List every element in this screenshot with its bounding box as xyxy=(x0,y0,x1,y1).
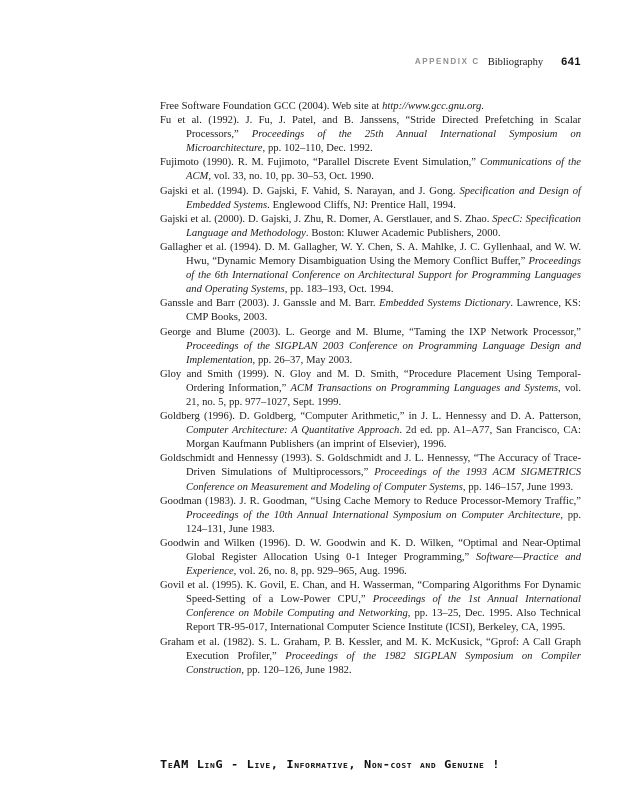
reference-text: , pp. 102–110, Dec. 1992. xyxy=(262,143,373,155)
reference-text: Ganssle and Barr (2003). J. Ganssle and M. Barr. xyxy=(160,298,380,310)
reference-title-italic: Computer Architecture: A Quantitative Approach xyxy=(186,425,400,437)
reference-text: . Lawrence, KS: CMP Books, 2003. xyxy=(186,298,582,324)
reference-text: , vol. 26, no. 8, pp. 929–965, Aug. 1996. xyxy=(233,566,407,578)
bibliography-list xyxy=(160,100,581,678)
reference-title-italic: Proceedings of the 1982 SIGPLAN Symposium on Compiler Construction xyxy=(186,650,581,676)
reference-text: , pp. 13–25, Dec. 1995. Also Technical Report TR-95-017, International Computer Science Institute (ICSI), Berkeley, CA, 1995. xyxy=(186,608,581,634)
reference-text: . Boston: Kluwer Academic Publishers, 2000. xyxy=(305,227,501,239)
reference-text: Gajski et al. (2000). D. Gajski, J. Zhu, R. Domer, A. Gerstlauer, and S. Zhao. xyxy=(160,213,493,225)
reference-entry xyxy=(160,156,581,184)
reference-title-italic: Proceedings of the SIGPLAN 2003 Conference on Programming Language Design and Implementation xyxy=(186,340,581,366)
reference-title-italic: Specification and Design of Embedded Systems xyxy=(186,185,581,211)
reference-text: Fujimoto (1990). R. M. Fujimoto, “Parallel Discrete Event Simulation,” xyxy=(160,157,480,169)
reference-title-italic: Proceedings of the 6th International Conference on Architectural Support for Programming Languages and Operating Systems xyxy=(186,256,581,296)
reference-text: , pp. 146–157, June 1993. xyxy=(462,481,574,493)
reference-title-italic: Embedded Systems Dictionary xyxy=(379,298,511,310)
reference-text: , vol. 33, no. 10, pp. 30–53, Oct. 1990. xyxy=(208,171,374,183)
page-number: 641 xyxy=(561,56,581,68)
reference-title-italic: ACM Transactions on Programming Languages and Systems xyxy=(290,382,559,394)
reference-entry xyxy=(160,368,581,410)
reference-title-italic: Proceedings of the 10th Annual International Symposium on Computer Architecture xyxy=(186,509,561,521)
reference-title-italic: SpecC: Specification Language and Methodology xyxy=(186,213,581,239)
reference-text: Gajski et al. (1994). D. Gajski, F. Vahid, S. Narayan, and J. Gong. xyxy=(160,185,460,197)
reference-entry xyxy=(160,241,581,297)
reference-entry xyxy=(160,100,581,114)
reference-text: Free Software Foundation GCC (2004). Web site at xyxy=(160,101,383,112)
reference-entry xyxy=(160,636,581,678)
reference-entry xyxy=(160,537,581,579)
reference-title-italic: Proceedings of the 1st Annual International Conference on Mobile Computing and Networking xyxy=(186,594,581,620)
reference-title-italic: Communications of the ACM xyxy=(186,157,581,183)
reference-text: Goodwin and Wilken (1996). D. W. Goodwin and K. D. Wilken, “Optimal and Near-Optimal Global Register Allocation Using 0-1 Integer Programming,” xyxy=(160,537,581,563)
reference-text: , pp. 183–193, Oct. 1994. xyxy=(284,284,394,296)
reference-text: , vol. 21, no. 5, pp. 977–1027, Sept. 1999. xyxy=(186,382,582,408)
reference-title-italic: Proceedings of the 1993 ACM SIGMETRICS Conference on Measurement and Modeling of Computer Systems xyxy=(186,467,582,493)
reference-text: Govil et al. (1995). K. Govil, E. Chan, and H. Wasserman, “Comparing Algorithms For Dynamic Speed-Setting of a Low-Power CPU,” xyxy=(160,580,581,606)
reference-text: Goldschmidt and Hennessy (1993). S. Goldschmidt and J. L. Hennessy, “The Accuracy of Trace-Driven Simulations of Multiprocessors,” xyxy=(160,453,581,479)
reference-text: Graham et al. (1982). S. L. Graham, P. B. Kessler, and M. K. McKusick, “Gprof: A Call Graph Execution Profiler,” xyxy=(160,636,581,662)
reference-text: Fu et al. (1992). J. Fu, J. Patel, and B. Janssens, “Stride Directed Prefetching in Scalar Processors,” xyxy=(160,115,581,141)
reference-text: Goodman (1983). J. R. Goodman, “Using Cache Memory to Reduce Processor-Memory Traffic,” xyxy=(160,495,581,507)
reference-entry xyxy=(160,579,581,635)
page-header xyxy=(160,52,581,70)
reference-entry xyxy=(160,213,581,241)
reference-text: Goldberg (1996). D. Goldberg, “Computer Arithmetic,” in J. L. Hennessy and D. A. Patterson, xyxy=(160,411,581,423)
reference-entry xyxy=(160,452,581,494)
appendix-label: APPENDIX C xyxy=(414,57,480,66)
reference-text: , pp. 124–131, June 1983. xyxy=(186,509,581,535)
reference-text: Gallagher et al. (1994). D. M. Gallagher, W. Y. Chen, S. A. Mahlke, J. C. Gyllenhaal, and W. W. Hwu, “Dynamic Memory Disambiguation Using the Memory Conflict Buffer,” xyxy=(160,241,581,268)
section-title: Bibliography xyxy=(487,57,544,68)
reference-entry xyxy=(160,410,581,452)
reference-entry xyxy=(160,114,581,156)
reference-text: , pp. 120–126, June 1982. xyxy=(241,664,352,676)
reference-text: . 2d ed. pp. A1–A77, San Francisco, CA: Morgan Kaufmann Publishers (an imprint of Elsevier), 1996. xyxy=(186,425,581,451)
reference-entry xyxy=(160,495,581,537)
reference-title-italic: http://www.gcc.gnu.org xyxy=(382,101,482,112)
reference-entry xyxy=(160,297,581,325)
reference-text: Gloy and Smith (1999). N. Gloy and M. D. Smith, “Procedure Placement Using Temporal-Ordering Information,” xyxy=(160,368,581,394)
reference-entry xyxy=(160,185,581,213)
reference-title-italic: Proceedings of the 25th Annual International Symposium on Microarchitecture xyxy=(186,129,582,155)
reference-title-italic: Software—Practice and Experience xyxy=(186,552,581,578)
reference-text: George and Blume (2003). L. George and M. Blume, “Taming the IXP Network Processor,” xyxy=(160,326,581,338)
watermark-text: TeAM LinG - Live, Informative, Non-cost and Genuine ! xyxy=(160,758,501,771)
reference-entry xyxy=(160,326,581,368)
reference-text: . xyxy=(481,101,484,112)
reference-text: , pp. 26–37, May 2003. xyxy=(252,354,353,366)
reference-text: . Englewood Cliffs, NJ: Prentice Hall, 1994. xyxy=(267,199,456,211)
